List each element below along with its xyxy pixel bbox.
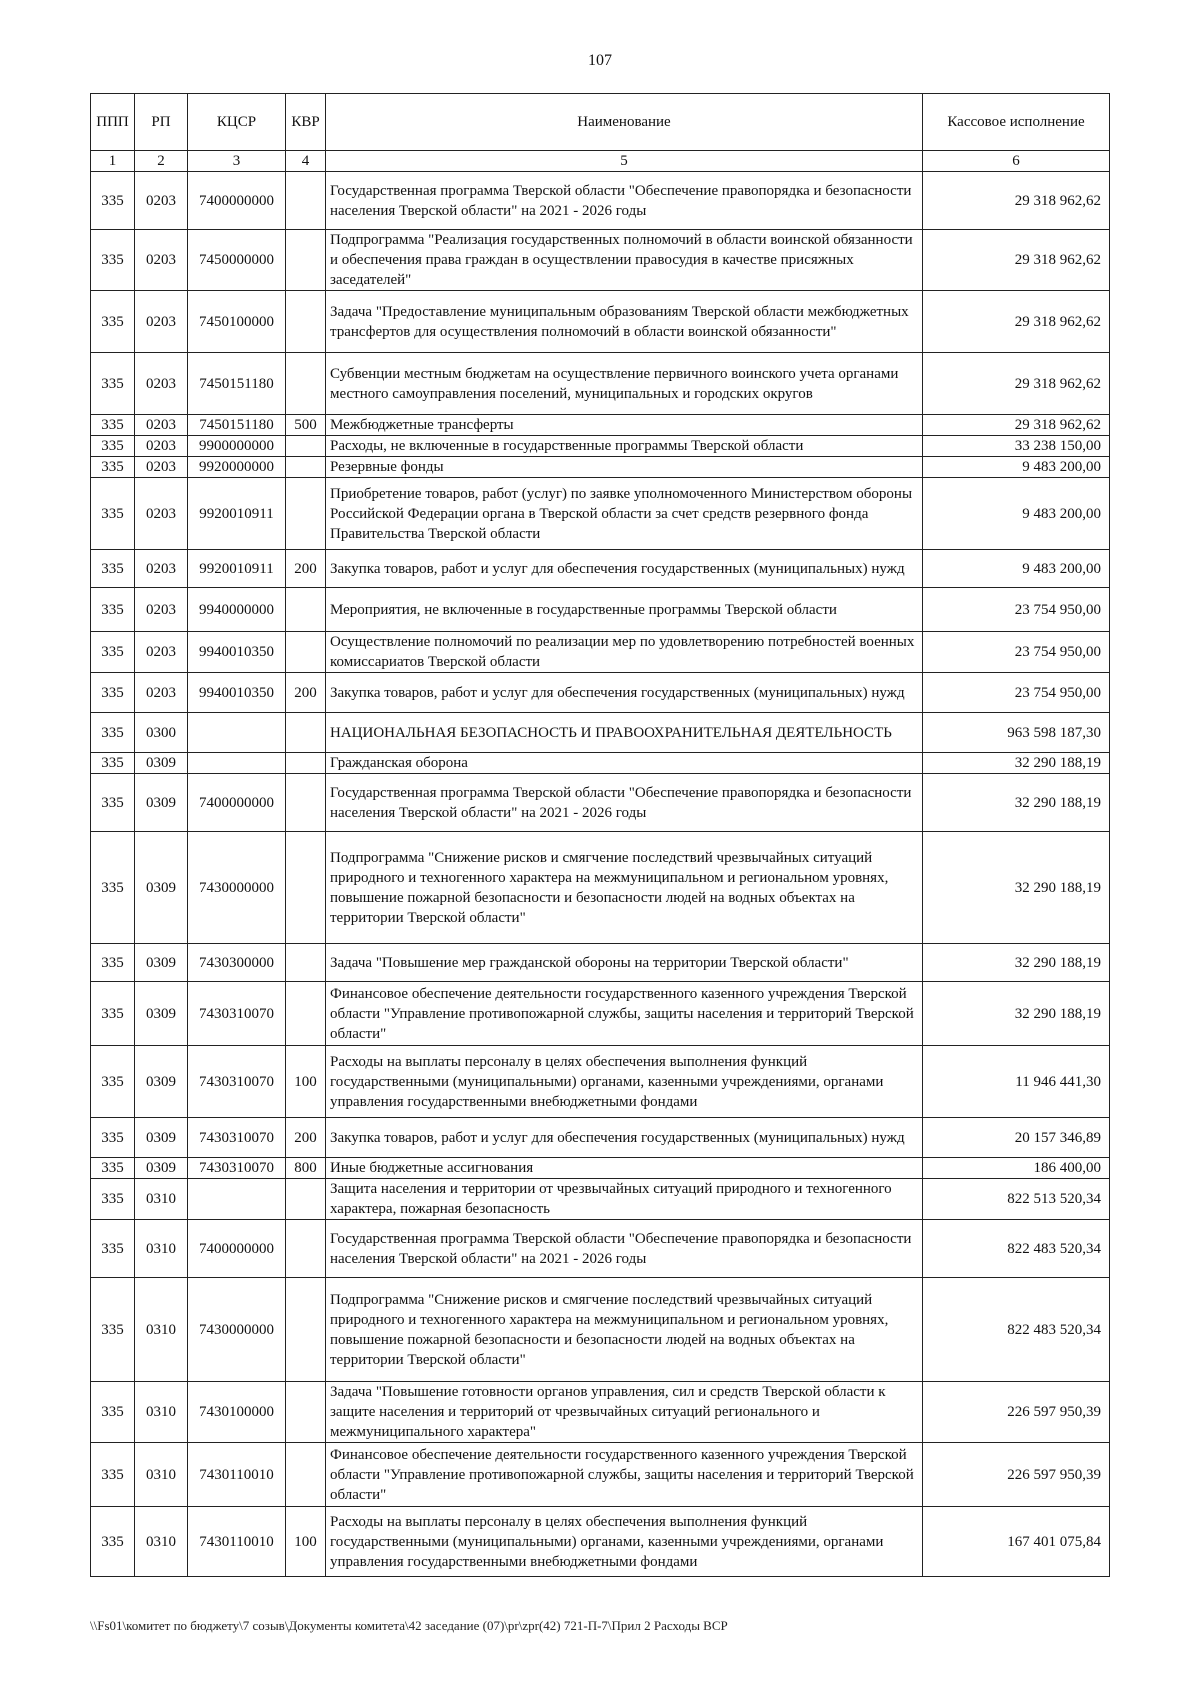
kvr-cell — [286, 1220, 326, 1278]
column-number: 6 — [923, 151, 1110, 172]
kvr-cell — [286, 944, 326, 982]
rp-cell: 0203 — [135, 478, 188, 550]
kvr-cell — [286, 713, 326, 753]
kvr-cell — [286, 1278, 326, 1382]
rp-cell: 0309 — [135, 982, 188, 1046]
column-header: РП — [135, 94, 188, 151]
rp-cell: 0203 — [135, 172, 188, 230]
amount-cell: 33 238 150,00 — [923, 436, 1110, 457]
kcsr-cell — [188, 1179, 286, 1220]
kvr-cell — [286, 457, 326, 478]
ppp-cell: 335 — [91, 1118, 135, 1158]
table-row — [91, 832, 1110, 944]
kcsr-cell: 7430310070 — [188, 982, 286, 1046]
kvr-cell — [286, 774, 326, 832]
ppp-cell: 335 — [91, 1220, 135, 1278]
rp-cell: 0203 — [135, 353, 188, 415]
kcsr-cell: 7400000000 — [188, 1220, 286, 1278]
kcsr-cell: 9940000000 — [188, 588, 286, 632]
name-cell: Государственная программа Тверской области "Обеспечение правопорядка и безопасности населения Тверской области" на 2021 - 2026 годы — [326, 1220, 923, 1278]
table-body — [91, 172, 1110, 1577]
name-cell: Финансовое обеспечение деятельности государственного казенного учреждения Тверской области "Управление противопожарной службы, защиты населения и территорий Тверской области" — [326, 982, 923, 1046]
table-row — [91, 1046, 1110, 1118]
rp-cell: 0203 — [135, 632, 188, 673]
kvr-cell — [286, 982, 326, 1046]
rp-cell: 0309 — [135, 944, 188, 982]
table-row — [91, 415, 1110, 436]
kvr-cell: 200 — [286, 673, 326, 713]
table-row — [91, 1507, 1110, 1577]
column-number-row — [91, 151, 1110, 172]
name-cell: Закупка товаров, работ и услуг для обеспечения государственных (муниципальных) нужд — [326, 550, 923, 588]
amount-cell: 226 597 950,39 — [923, 1382, 1110, 1443]
column-number: 2 — [135, 151, 188, 172]
amount-cell: 29 318 962,62 — [923, 172, 1110, 230]
name-cell: Мероприятия, не включенные в государственные программы Тверской области — [326, 588, 923, 632]
rp-cell: 0203 — [135, 415, 188, 436]
table-row — [91, 1118, 1110, 1158]
kvr-cell — [286, 172, 326, 230]
ppp-cell: 335 — [91, 632, 135, 673]
table-row — [91, 172, 1110, 230]
table-row — [91, 353, 1110, 415]
ppp-cell: 335 — [91, 478, 135, 550]
ppp-cell: 335 — [91, 436, 135, 457]
column-header: КВР — [286, 94, 326, 151]
amount-cell: 11 946 441,30 — [923, 1046, 1110, 1118]
column-header: Наименование — [326, 94, 923, 151]
file-path-footer: \\Fs01\комитет по бюджету\7 созыв\Документы комитета\42 заседание (07)\pr\zpr(42) 721-П-7\Прил 2 Расходы ВСР — [90, 1618, 728, 1633]
table-header-row — [91, 94, 1110, 151]
budget-table — [90, 93, 1110, 1577]
ppp-cell: 335 — [91, 982, 135, 1046]
rp-cell: 0310 — [135, 1179, 188, 1220]
kcsr-cell: 9940010350 — [188, 632, 286, 673]
ppp-cell: 335 — [91, 1179, 135, 1220]
name-cell: Подпрограмма "Снижение рисков и смягчение последствий чрезвычайных ситуаций природного и техногенного характера на межмуниципальном и региональном уровнях, повышение пожарной безопасности и безопасности людей на водных объектах на территории Тверской области" — [326, 832, 923, 944]
amount-cell: 822 483 520,34 — [923, 1278, 1110, 1382]
ppp-cell: 335 — [91, 1382, 135, 1443]
rp-cell: 0310 — [135, 1220, 188, 1278]
table-row — [91, 753, 1110, 774]
amount-cell: 32 290 188,19 — [923, 753, 1110, 774]
kvr-cell — [286, 478, 326, 550]
table-row — [91, 457, 1110, 478]
kcsr-cell: 7430310070 — [188, 1118, 286, 1158]
amount-cell: 32 290 188,19 — [923, 944, 1110, 982]
kcsr-cell: 7430110010 — [188, 1443, 286, 1507]
name-cell: Финансовое обеспечение деятельности государственного казенного учреждения Тверской области "Управление противопожарной службы, защиты населения и территорий Тверской области" — [326, 1443, 923, 1507]
name-cell: Задача "Повышение готовности органов управления, сил и средств Тверской области к защите населения и территорий от чрезвычайных ситуаций регионального и межмуниципального характера" — [326, 1382, 923, 1443]
rp-cell: 0203 — [135, 550, 188, 588]
rp-cell: 0203 — [135, 436, 188, 457]
rp-cell: 0300 — [135, 713, 188, 753]
kcsr-cell: 7430000000 — [188, 832, 286, 944]
amount-cell: 23 754 950,00 — [923, 588, 1110, 632]
column-header: КЦСР — [188, 94, 286, 151]
ppp-cell: 335 — [91, 415, 135, 436]
kcsr-cell: 9920000000 — [188, 457, 286, 478]
name-cell: Государственная программа Тверской области "Обеспечение правопорядка и безопасности населения Тверской области" на 2021 - 2026 годы — [326, 172, 923, 230]
kvr-cell: 100 — [286, 1046, 326, 1118]
table-row — [91, 1220, 1110, 1278]
name-cell: Расходы на выплаты персоналу в целях обеспечения выполнения функций государственными (муниципальными) органами, казенными учреждениями, органами управления государственными внебюджетными фондами — [326, 1046, 923, 1118]
kcsr-cell: 7450151180 — [188, 353, 286, 415]
table-row — [91, 713, 1110, 753]
rp-cell: 0309 — [135, 1158, 188, 1179]
table-row — [91, 1158, 1110, 1179]
name-cell: Расходы, не включенные в государственные программы Тверской области — [326, 436, 923, 457]
kvr-cell — [286, 353, 326, 415]
table-row — [91, 673, 1110, 713]
kvr-cell: 200 — [286, 1118, 326, 1158]
table-row — [91, 1443, 1110, 1507]
amount-cell: 32 290 188,19 — [923, 832, 1110, 944]
amount-cell: 822 483 520,34 — [923, 1220, 1110, 1278]
kcsr-cell: 7450000000 — [188, 230, 286, 291]
kvr-cell — [286, 1443, 326, 1507]
amount-cell: 29 318 962,62 — [923, 230, 1110, 291]
rp-cell: 0309 — [135, 832, 188, 944]
table-row — [91, 291, 1110, 353]
kcsr-cell: 7400000000 — [188, 172, 286, 230]
table-row — [91, 944, 1110, 982]
table-row — [91, 588, 1110, 632]
name-cell: Закупка товаров, работ и услуг для обеспечения государственных (муниципальных) нужд — [326, 1118, 923, 1158]
kvr-cell — [286, 291, 326, 353]
ppp-cell: 335 — [91, 832, 135, 944]
table-row — [91, 632, 1110, 673]
column-number: 5 — [326, 151, 923, 172]
kcsr-cell — [188, 753, 286, 774]
ppp-cell: 335 — [91, 944, 135, 982]
ppp-cell: 335 — [91, 774, 135, 832]
kvr-cell: 800 — [286, 1158, 326, 1179]
kcsr-cell: 7400000000 — [188, 774, 286, 832]
kcsr-cell: 7430000000 — [188, 1278, 286, 1382]
ppp-cell: 335 — [91, 588, 135, 632]
kvr-cell — [286, 230, 326, 291]
kvr-cell: 500 — [286, 415, 326, 436]
table-row — [91, 478, 1110, 550]
name-cell: Задача "Повышение мер гражданской обороны на территории Тверской области" — [326, 944, 923, 982]
table-row — [91, 550, 1110, 588]
table-row — [91, 230, 1110, 291]
table-row — [91, 436, 1110, 457]
name-cell: Осуществление полномочий по реализации мер по удовлетворению потребностей военных комиссариатов Тверской области — [326, 632, 923, 673]
table-row — [91, 982, 1110, 1046]
amount-cell: 167 401 075,84 — [923, 1507, 1110, 1577]
ppp-cell: 335 — [91, 713, 135, 753]
rp-cell: 0203 — [135, 457, 188, 478]
amount-cell: 20 157 346,89 — [923, 1118, 1110, 1158]
name-cell: Государственная программа Тверской области "Обеспечение правопорядка и безопасности населения Тверской области" на 2021 - 2026 годы — [326, 774, 923, 832]
ppp-cell: 335 — [91, 1278, 135, 1382]
amount-cell: 186 400,00 — [923, 1158, 1110, 1179]
amount-cell: 226 597 950,39 — [923, 1443, 1110, 1507]
name-cell: Расходы на выплаты персоналу в целях обеспечения выполнения функций государственными (муниципальными) органами, казенными учреждениями, органами управления государственными внебюджетными фондами — [326, 1507, 923, 1577]
name-cell: Защита населения и территории от чрезвычайных ситуаций природного и техногенного характера, пожарная безопасность — [326, 1179, 923, 1220]
kcsr-cell — [188, 713, 286, 753]
kvr-cell — [286, 1382, 326, 1443]
table-row — [91, 1382, 1110, 1443]
name-cell: Задача "Предоставление муниципальным образованиям Тверской области межбюджетных трансфертов для осуществления полномочий в области воинской обязанности" — [326, 291, 923, 353]
kvr-cell: 100 — [286, 1507, 326, 1577]
name-cell: Резервные фонды — [326, 457, 923, 478]
column-header: Кассовое исполнение — [923, 94, 1110, 151]
kcsr-cell: 7430100000 — [188, 1382, 286, 1443]
ppp-cell: 335 — [91, 1507, 135, 1577]
kcsr-cell: 9920010911 — [188, 478, 286, 550]
rp-cell: 0203 — [135, 291, 188, 353]
kcsr-cell: 7450100000 — [188, 291, 286, 353]
kcsr-cell: 7450151180 — [188, 415, 286, 436]
name-cell: Подпрограмма "Реализация государственных полномочий в области воинской обязанности и обеспечения права граждан в осуществлении правосудия в качестве присяжных заседателей" — [326, 230, 923, 291]
amount-cell: 9 483 200,00 — [923, 457, 1110, 478]
kcsr-cell: 7430310070 — [188, 1158, 286, 1179]
amount-cell: 9 483 200,00 — [923, 478, 1110, 550]
amount-cell: 23 754 950,00 — [923, 632, 1110, 673]
table-row — [91, 1278, 1110, 1382]
amount-cell: 29 318 962,62 — [923, 353, 1110, 415]
table-row — [91, 1179, 1110, 1220]
kvr-cell: 200 — [286, 550, 326, 588]
ppp-cell: 335 — [91, 550, 135, 588]
kvr-cell — [286, 632, 326, 673]
amount-cell: 9 483 200,00 — [923, 550, 1110, 588]
rp-cell: 0309 — [135, 753, 188, 774]
kvr-cell — [286, 832, 326, 944]
ppp-cell: 335 — [91, 1046, 135, 1118]
rp-cell: 0310 — [135, 1382, 188, 1443]
rp-cell: 0310 — [135, 1278, 188, 1382]
amount-cell: 32 290 188,19 — [923, 774, 1110, 832]
name-cell: Подпрограмма "Снижение рисков и смягчение последствий чрезвычайных ситуаций природного и техногенного характера на межмуниципальном и региональном уровнях, повышение пожарной безопасности и безопасности людей на водных объектах на территории Тверской области" — [326, 1278, 923, 1382]
amount-cell: 29 318 962,62 — [923, 415, 1110, 436]
amount-cell: 822 513 520,34 — [923, 1179, 1110, 1220]
column-number: 1 — [91, 151, 135, 172]
kvr-cell — [286, 1179, 326, 1220]
rp-cell: 0309 — [135, 1118, 188, 1158]
ppp-cell: 335 — [91, 172, 135, 230]
name-cell: Иные бюджетные ассигнования — [326, 1158, 923, 1179]
column-number: 3 — [188, 151, 286, 172]
ppp-cell: 335 — [91, 457, 135, 478]
rp-cell: 0309 — [135, 774, 188, 832]
kcsr-cell: 7430110010 — [188, 1507, 286, 1577]
name-cell: Приобретение товаров, работ (услуг) по заявке уполномоченного Министерством обороны Российской Федерации органа в Тверской области за счет средств резервного фонда Правительства Тверской области — [326, 478, 923, 550]
amount-cell: 32 290 188,19 — [923, 982, 1110, 1046]
ppp-cell: 335 — [91, 753, 135, 774]
name-cell: Субвенции местным бюджетам на осуществление первичного воинского учета органами местного самоуправления поселений, муниципальных и городских округов — [326, 353, 923, 415]
kcsr-cell: 7430300000 — [188, 944, 286, 982]
ppp-cell: 335 — [91, 1158, 135, 1179]
name-cell: Гражданская оборона — [326, 753, 923, 774]
name-cell: Закупка товаров, работ и услуг для обеспечения государственных (муниципальных) нужд — [326, 673, 923, 713]
rp-cell: 0203 — [135, 230, 188, 291]
kvr-cell — [286, 753, 326, 774]
name-cell: Межбюджетные трансферты — [326, 415, 923, 436]
column-number: 4 — [286, 151, 326, 172]
kcsr-cell: 7430310070 — [188, 1046, 286, 1118]
ppp-cell: 335 — [91, 1443, 135, 1507]
kvr-cell — [286, 588, 326, 632]
column-header: ППП — [91, 94, 135, 151]
amount-cell: 23 754 950,00 — [923, 673, 1110, 713]
rp-cell: 0310 — [135, 1443, 188, 1507]
kcsr-cell: 9940010350 — [188, 673, 286, 713]
page-number: 107 — [588, 52, 612, 69]
name-cell: НАЦИОНАЛЬНАЯ БЕЗОПАСНОСТЬ И ПРАВООХРАНИТЕЛЬНАЯ ДЕЯТЕЛЬНОСТЬ — [326, 713, 923, 753]
kcsr-cell: 9920010911 — [188, 550, 286, 588]
table-row — [91, 774, 1110, 832]
kcsr-cell: 9900000000 — [188, 436, 286, 457]
kvr-cell — [286, 436, 326, 457]
rp-cell: 0310 — [135, 1507, 188, 1577]
rp-cell: 0203 — [135, 673, 188, 713]
rp-cell: 0309 — [135, 1046, 188, 1118]
ppp-cell: 335 — [91, 673, 135, 713]
rp-cell: 0203 — [135, 588, 188, 632]
ppp-cell: 335 — [91, 230, 135, 291]
ppp-cell: 335 — [91, 353, 135, 415]
amount-cell: 963 598 187,30 — [923, 713, 1110, 753]
ppp-cell: 335 — [91, 291, 135, 353]
amount-cell: 29 318 962,62 — [923, 291, 1110, 353]
